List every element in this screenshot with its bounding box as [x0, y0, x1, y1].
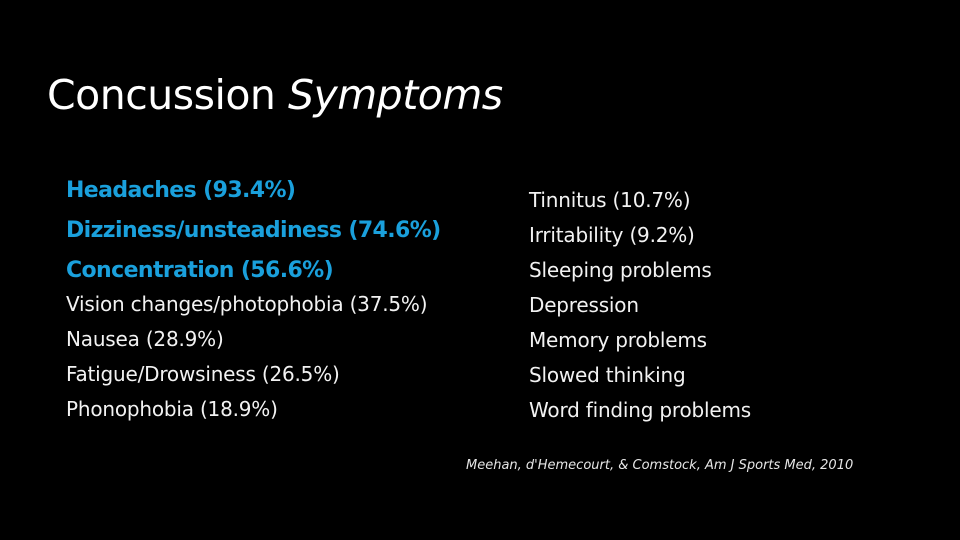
slide-title-plain: Concussion — [47, 71, 288, 119]
minor-symptoms-list — [66, 287, 427, 427]
symptom-item: Depression — [529, 293, 639, 317]
slide-title — [47, 72, 503, 119]
symptom-item: Nausea (28.9%) — [66, 327, 224, 351]
symptom-item: Fatigue/Drowsiness (26.5%) — [66, 362, 340, 386]
symptom-item: Phonophobia (18.9%) — [66, 397, 278, 421]
symptom-item: Sleeping problems — [529, 258, 712, 282]
slide-title-italic: Symptoms — [287, 71, 503, 119]
other-symptoms-list — [529, 183, 751, 428]
citation: Meehan, d'Hemecourt, & Comstock, Am J Sports Med, 2010 — [466, 458, 854, 473]
major-symptom-item: Concentration (56.6%) — [66, 258, 334, 283]
major-symptoms-list — [66, 171, 441, 291]
symptom-item: Irritability (9.2%) — [529, 223, 695, 247]
major-symptom-item: Dizziness/unsteadiness (74.6%) — [66, 218, 441, 243]
major-symptom-item: Headaches (93.4%) — [66, 178, 296, 203]
symptom-item: Slowed thinking — [529, 363, 686, 387]
symptom-item: Memory problems — [529, 328, 707, 352]
symptom-item: Tinnitus (10.7%) — [529, 188, 691, 212]
symptom-item: Word finding problems — [529, 398, 751, 422]
symptom-item: Vision changes/photophobia (37.5%) — [66, 292, 428, 316]
